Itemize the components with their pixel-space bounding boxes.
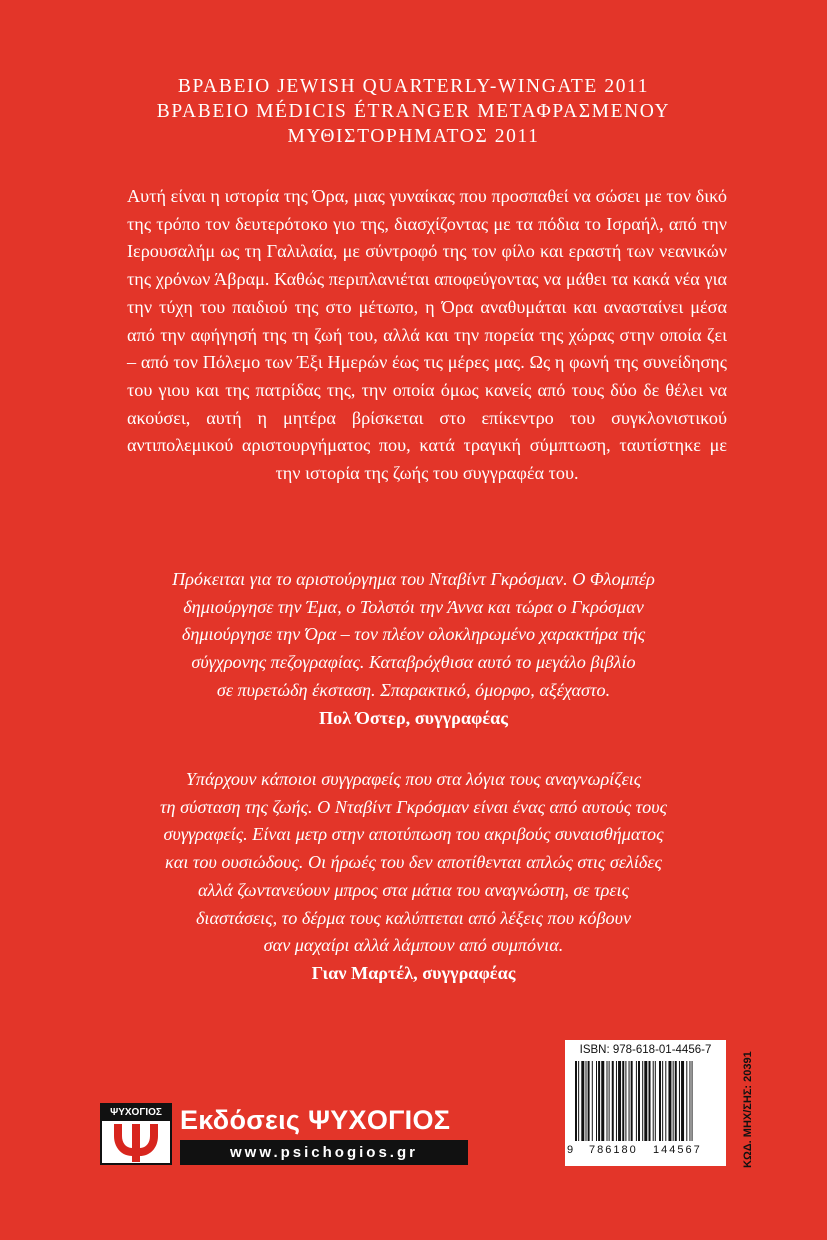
review-line: και του ουσιώδους. Οι ήρωές του δεν αποτίθενται απλώς στις σελίδες [165, 852, 662, 873]
awards-block [0, 74, 827, 149]
isbn-text: ISBN: 978-618-01-4456-7 [579, 1044, 712, 1056]
review-yann-martel [100, 766, 727, 988]
review-line: σύγχρονης πεζογραφίας. Καταβρόχθισα αυτό το μεγάλο βιβλίο [191, 652, 636, 673]
review-line: δημιούργησε την Έμα, ο Τολστόι την Άννα και τώρα ο Γκρόσμαν [183, 596, 644, 617]
review-author: Γιαν Μαρτέλ, συγγραφέας [311, 962, 516, 983]
psi-icon [110, 1122, 162, 1162]
psi-logo-box [100, 1103, 172, 1165]
barcode-box [565, 1040, 726, 1166]
review-line: σαν μαχαίρι αλλά λάμπουν από συμπόνια. [263, 935, 564, 956]
review-author: Πολ Όστερ, συγγραφέας [319, 707, 508, 728]
barcode-digits-right: 144567 [653, 1144, 702, 1156]
barcode-icon [575, 1061, 716, 1147]
publisher-name: Εκδόσεις ΨΥΧΟΓΙΟΣ [180, 1105, 451, 1135]
review-line: τη σύσταση της ζωής. Ο Νταβίντ Γκρόσμαν είναι ένας από αυτούς τους [160, 796, 667, 817]
review-line: Υπάρχουν κάποιοι συγγραφείς που στα λόγια τους αναγνωρίζεις [185, 769, 642, 789]
logo-box-label: ΨΥΧΟΓΙΟΣ [102, 1105, 170, 1121]
review-line: συγγραφείς. Είναι μετρ στην αποτύπωση του ακριβούς συναισθήματος [163, 824, 664, 845]
review-line: δημιούργησε την Όρα – τον πλέον ολοκληρωμένο χαρακτήρα τής [181, 624, 646, 645]
award-line: ΒΡΑΒΕΙΟ JEWISH QUARTERLY-WINGATE 2011 [177, 76, 650, 97]
publisher-logo [100, 1103, 468, 1165]
award-line: ΜΥΘΙΣΤΟΡΗΜΑΤΟΣ 2011 [287, 126, 540, 147]
publisher-url: www.psichogios.gr [180, 1140, 468, 1165]
barcode-digit-first: 9 [567, 1144, 574, 1156]
synopsis-text: Αυτή είναι η ιστορία της Όρα, μιας γυναίκας που προσπαθεί να σώσει με τον δικό της τρόπο τον δευτερότοκο γιο της, διασχίζοντας με τα πόδια το Ισραήλ, από την Ιερουσαλήμ ως τη Γαλιλαία, με σύντροφό της τον φίλο και εραστή των νεανικών της χρόνων Άβραμ. Καθώς περιπλανιέται αποφεύγοντας να μάθει τα κακά νέα για την τύχη του παιδιού της στο μέτωπο, η Όρα αναθυμάται και ανασταίνει μέσα από την αφήγησή της τη ζωή του, αλλά και την πορεία της χώρας στην οποία ζει – από τον Πόλεμο των Έξι Ημερών έως τις μέρες μας. Ως η φωνή της συνείδησης του γιου και της πατρίδας της, την οποία όμως κανείς από τους δύο δε θέλει να ακούσει, αυτή η μητέρα βρίσκεται στο επίκεντρο του συγκλονιστικού αντιπολεμικού αριστουργήματος που, κατά τραγική σύμπτωση, ταυτίστηκε με την ιστορία της ζωής του συγγραφέα του. [127, 186, 727, 484]
review-line: διαστάσεις, το δέρμα τους καλύπτεται από λέξεις που κόβουν [195, 907, 632, 928]
review-paul-auster [100, 566, 727, 732]
review-line: Πρόκειται για το αριστούργημα του Νταβίντ Γκρόσμαν. Ο Φλομπέρ [172, 569, 655, 589]
barcode-digits-left: 786180 [589, 1144, 638, 1156]
review-line: σε πυρετώδη έκσταση. Σπαρακτικό, όμορφο, αξέχαστο. [216, 679, 611, 700]
review-line: αλλά ζωντανεύουν μπρος στα μάτια του αναγνώστη, σε τρεις [198, 879, 629, 900]
award-line: ΒΡΑΒΕΙΟ MÉDICIS ÉTRANGER ΜΕΤΑΦΡΑΣΜΕΝΟΥ [156, 101, 671, 122]
product-code: ΚΩΔ. ΜΗΧ/ΣΗΣ: 20391 [742, 1051, 754, 1168]
